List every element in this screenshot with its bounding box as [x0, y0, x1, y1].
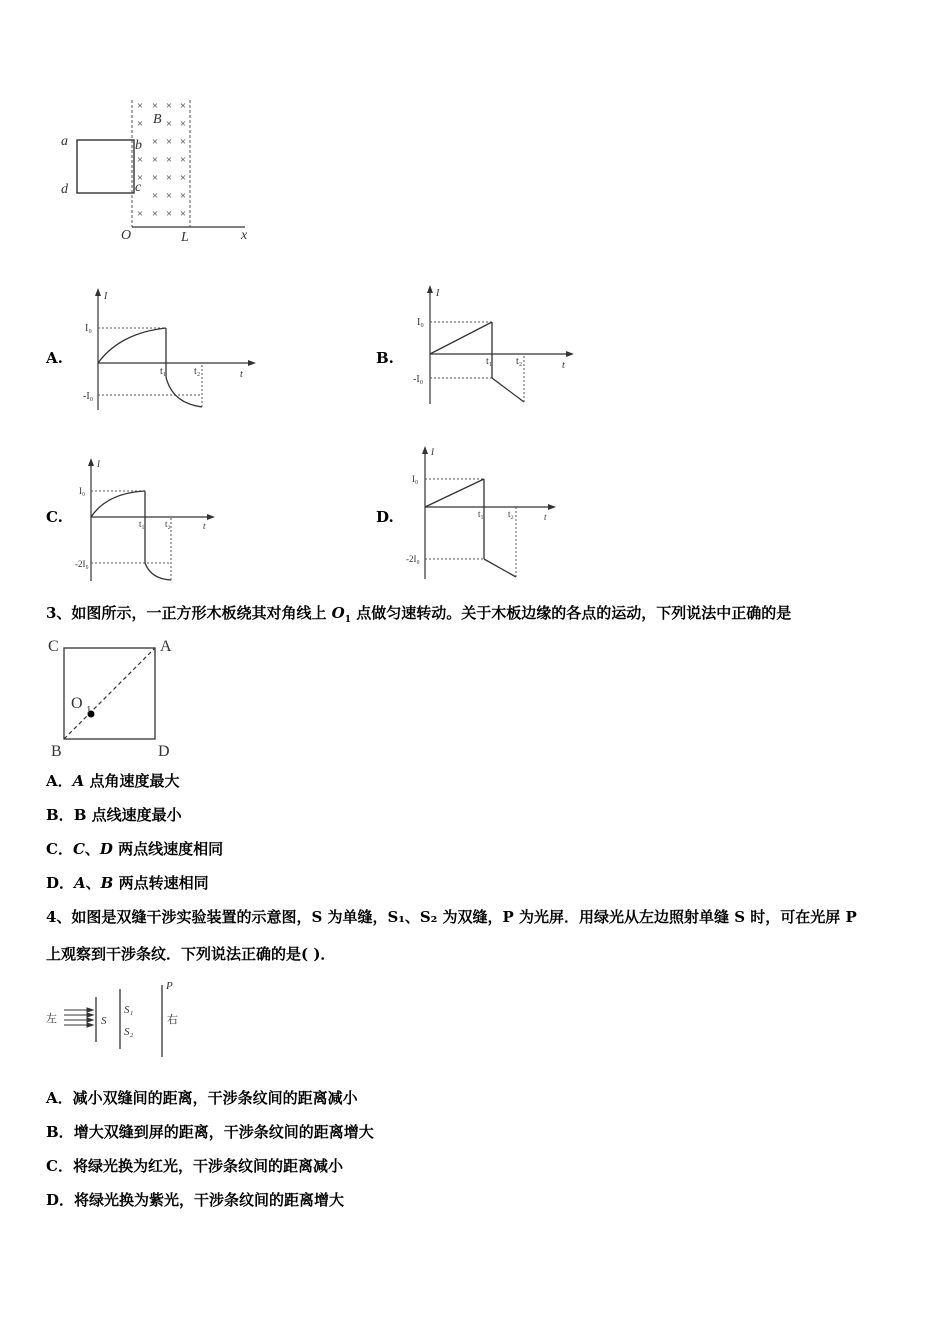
svg-text:t₁: t₁: [139, 519, 145, 529]
svg-text:B: B: [51, 743, 62, 758]
svg-text:S₁: S₁: [124, 1004, 134, 1016]
svg-text:×: ×: [136, 118, 144, 130]
svg-text:×: ×: [165, 100, 173, 112]
option-A-label[interactable]: A.: [46, 349, 63, 367]
option-B-label[interactable]: B.: [376, 349, 394, 367]
svg-text:×: ×: [179, 100, 187, 112]
option-D-label[interactable]: D.: [376, 508, 394, 526]
svg-text:×: ×: [165, 154, 173, 166]
svg-text:t₁: t₁: [160, 366, 167, 377]
svg-text:I: I: [431, 447, 434, 457]
q4-option-A[interactable]: A．减小双缝间的距离，干涉条纹间的距离减小: [46, 1089, 358, 1107]
svg-text:S: S: [101, 1015, 107, 1027]
q3-stem: 3、如图所示，一正方形木板绕其对角线上 $O_1$ 点做匀速转动。关于木板边缘的各点的运动，下列说法中正确的是: [46, 604, 792, 625]
svg-text:1: 1: [86, 704, 92, 716]
svg-text:I: I: [97, 459, 100, 469]
graph-option-C[interactable]: [75, 455, 225, 585]
option-C-label[interactable]: C.: [46, 508, 63, 526]
q3-option-B[interactable]: B．B 点线速度最小: [46, 806, 182, 824]
label-a: a: [61, 134, 68, 149]
square-board-figure: [45, 633, 185, 758]
svg-text:×: ×: [179, 172, 187, 184]
svg-text:×: ×: [136, 100, 144, 112]
svg-text:-I₀: -I₀: [83, 391, 94, 402]
svg-text:A: A: [160, 638, 172, 655]
svg-text:×: ×: [165, 190, 173, 202]
svg-text:×: ×: [165, 172, 173, 184]
graph-option-D[interactable]: [400, 443, 565, 583]
svg-text:S₂: S₂: [124, 1026, 134, 1038]
svg-text:×: ×: [151, 190, 159, 202]
svg-text:D: D: [158, 743, 170, 758]
magnetic-field-figure: [55, 95, 265, 245]
label-b: b: [135, 138, 142, 153]
svg-text:-I₀: -I₀: [413, 374, 424, 385]
svg-text:×: ×: [179, 208, 187, 220]
svg-text:×: ×: [165, 208, 173, 220]
svg-text:×: ×: [151, 208, 159, 220]
svg-text:t₁: t₁: [486, 356, 493, 367]
svg-text:t: t: [203, 521, 206, 531]
svg-text:×: ×: [151, 172, 159, 184]
svg-text:-2I₀: -2I₀: [406, 554, 420, 564]
svg-text:t: t: [562, 360, 565, 371]
svg-text:I: I: [436, 288, 440, 299]
svg-text:×: ×: [151, 154, 159, 166]
q3-option-A[interactable]: A．A 点角速度最大: [46, 772, 180, 790]
svg-text:×: ×: [136, 172, 144, 184]
q4-option-B[interactable]: B．增大双缝到屏的距离，干涉条纹间的距离增大: [46, 1123, 374, 1141]
double-slit-figure: [44, 977, 194, 1059]
graph-option-A[interactable]: [80, 285, 265, 415]
label-L: L: [181, 230, 189, 245]
label-B: B: [153, 112, 162, 127]
q3-option-D[interactable]: D．A、B 两点转速相同: [46, 874, 209, 892]
svg-text:t₂: t₂: [165, 519, 171, 529]
svg-text:-2I₀: -2I₀: [75, 559, 89, 569]
svg-text:×: ×: [179, 118, 187, 130]
svg-text:×: ×: [179, 136, 187, 148]
svg-text:×: ×: [179, 154, 187, 166]
q4-option-D[interactable]: D．将绿光换为紫光，干涉条纹间的距离增大: [46, 1191, 345, 1209]
svg-text:×: ×: [151, 100, 159, 112]
svg-text:I: I: [104, 291, 108, 302]
q4-stem-line1: 4、如图是双缝干涉实验装置的示意图，S 为单缝，S₁、S₂ 为双缝，P 为光屏．用绿光从左边照射单缝 S 时，可在光屏 P: [46, 908, 857, 926]
svg-text:×: ×: [165, 136, 173, 148]
label-c: c: [135, 180, 142, 195]
svg-text:I₀: I₀: [417, 317, 424, 328]
q3-option-C[interactable]: C．C、D 两点线速度相同: [46, 840, 224, 858]
svg-text:C: C: [48, 638, 59, 655]
svg-text:t₂: t₂: [508, 509, 514, 519]
svg-text:×: ×: [136, 154, 144, 166]
q4-stem-line2: 上观察到干涉条纹．下列说法正确的是( )．: [46, 945, 336, 963]
graph-option-B[interactable]: [410, 282, 585, 410]
svg-text:左: 左: [46, 1013, 57, 1025]
q4-option-C[interactable]: C．将绿光换为红光，干涉条纹间的距离减小: [46, 1157, 343, 1175]
svg-text:I₀: I₀: [85, 323, 92, 334]
svg-text:O: O: [71, 695, 83, 712]
svg-text:右: 右: [167, 1014, 178, 1026]
label-d: d: [61, 182, 68, 197]
svg-text:t₁: t₁: [478, 509, 484, 519]
label-x: x: [241, 228, 248, 243]
svg-text:t: t: [240, 369, 243, 380]
svg-text:×: ×: [136, 208, 144, 220]
svg-text:P: P: [166, 980, 173, 992]
svg-text:I₀: I₀: [79, 486, 86, 496]
svg-text:t: t: [544, 512, 547, 522]
svg-text:t₂: t₂: [194, 366, 201, 377]
svg-text:I₀: I₀: [412, 474, 419, 484]
svg-text:×: ×: [165, 118, 173, 130]
svg-text:×: ×: [151, 136, 159, 148]
svg-text:t₂: t₂: [516, 356, 523, 367]
label-O: O: [121, 228, 132, 243]
svg-text:×: ×: [179, 190, 187, 202]
